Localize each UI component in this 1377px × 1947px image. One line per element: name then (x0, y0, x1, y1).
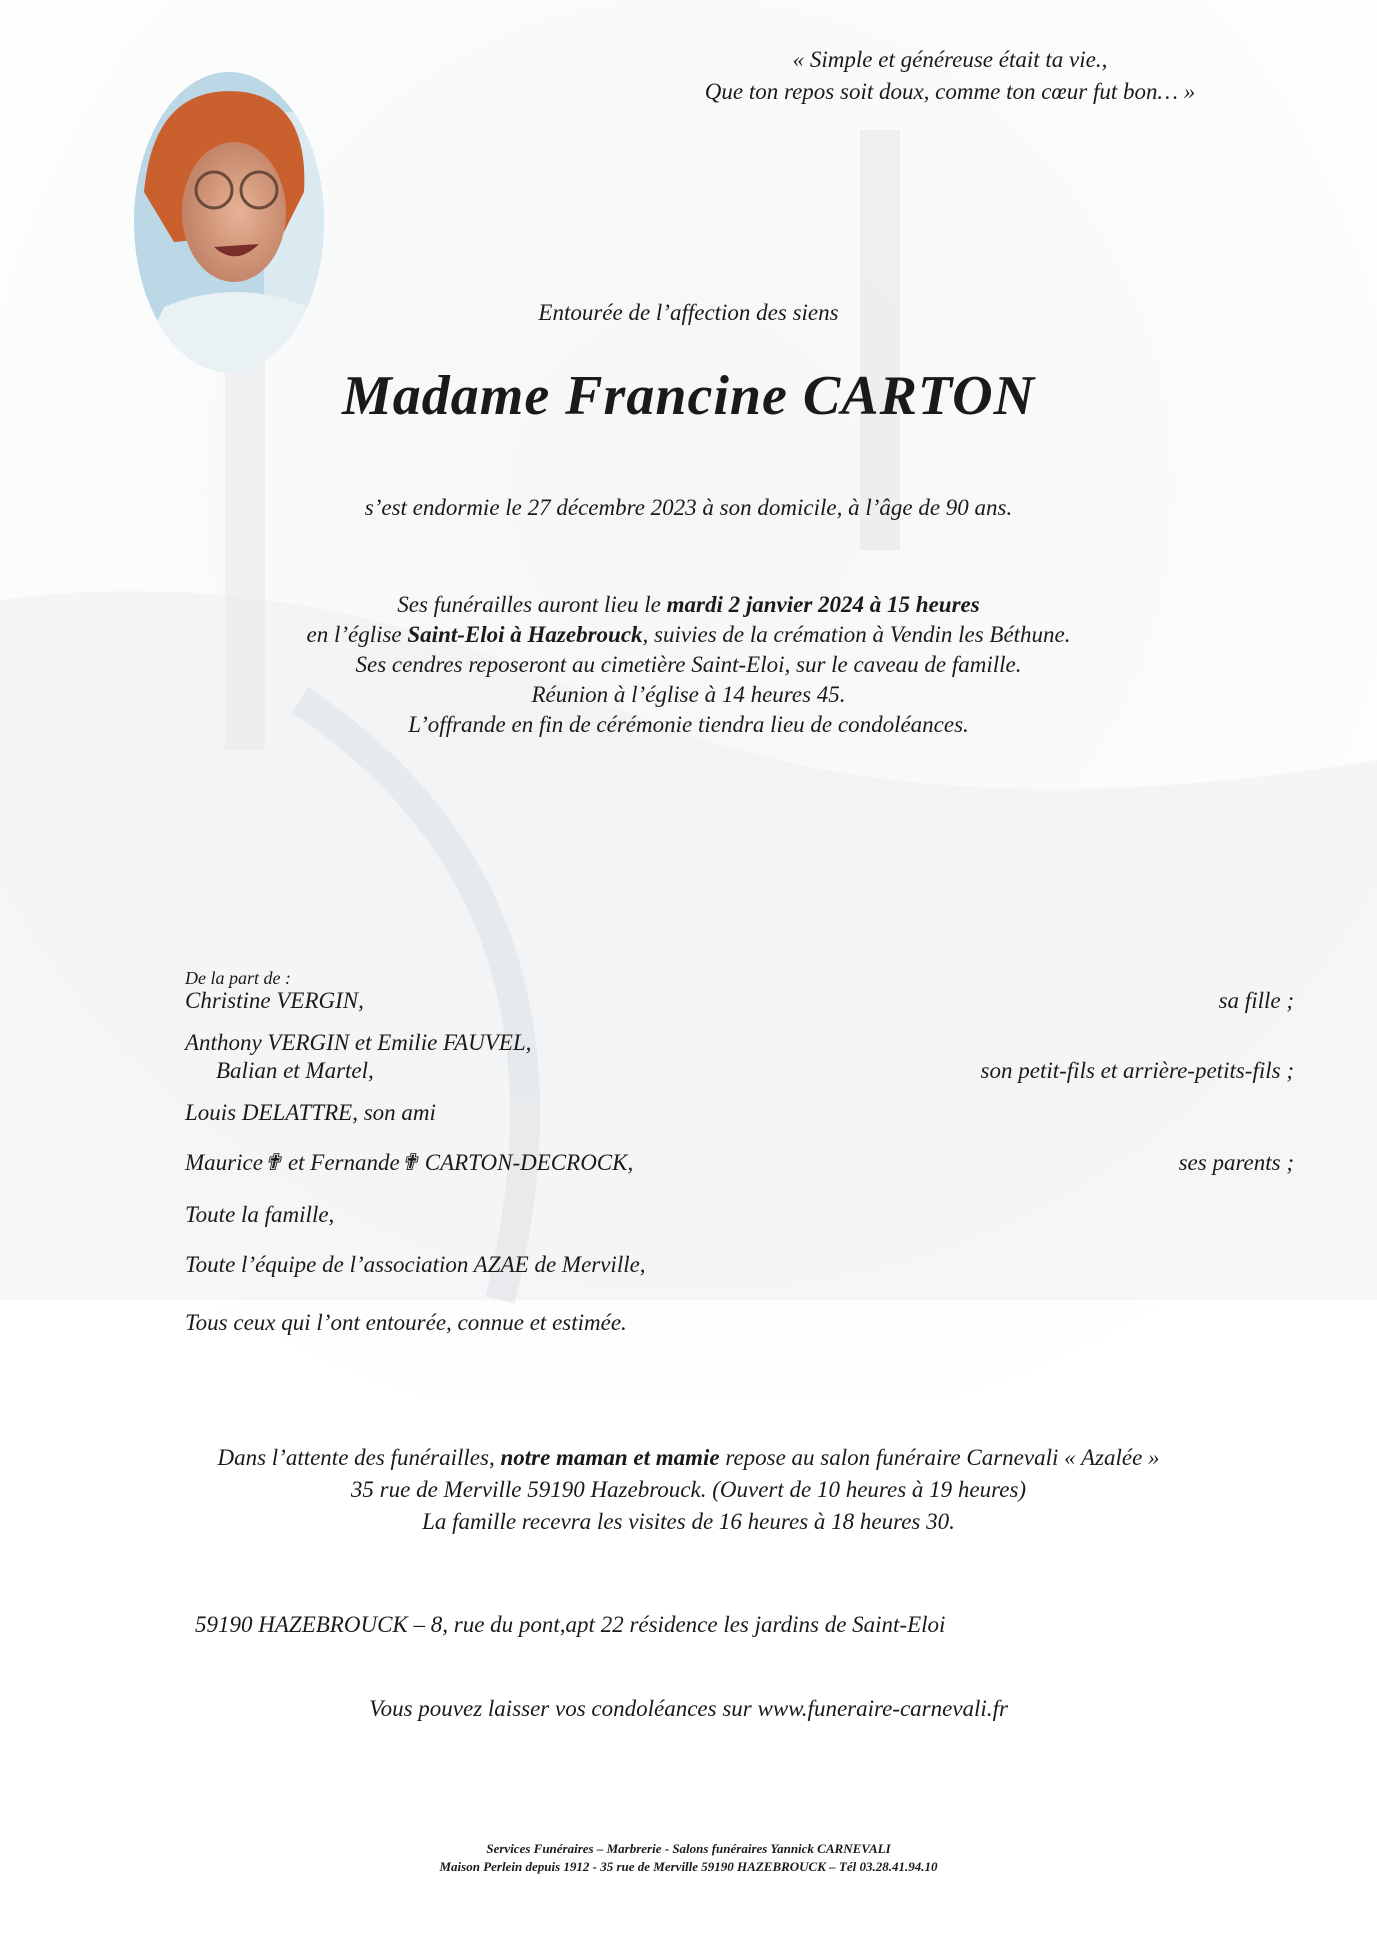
vigil-line-2: 35 rue de Merville 59190 Hazebrouck. (Ouvert de 10 heures à 19 heures) (350, 1477, 1027, 1502)
deceased-name: Madame Francine CARTON (341, 365, 1036, 427)
funeral-line-5: L’offrande en fin de cérémonie tiendra lieu de condoléances. (408, 712, 969, 737)
epitaph-quote (600, 44, 1300, 108)
epitaph-line-1: « Simple et généreuse était ta vie., (792, 47, 1108, 72)
vigil-line-1-text: Dans l’attente des funérailles, (217, 1445, 501, 1470)
footer (0, 1840, 1377, 1876)
intro-text: Entourée de l’affection des siens (538, 300, 839, 325)
home-address: 59190 HAZEBROUCK – 8, rue du pont,apt 22 résidence les jardins de Saint-Eloi (195, 1612, 946, 1637)
family-row-4-relation: ses parents ; (1178, 1150, 1294, 1175)
vigil-bold: notre maman et mamie (500, 1445, 720, 1470)
funeral-line-1 (0, 590, 1377, 620)
death-notice: s’est endormie le 27 décembre 2023 à son domicile, à l’âge de 90 ans. (364, 495, 1013, 520)
vigil-line-1-end: repose au salon funéraire Carnevali « Azalée » (719, 1445, 1160, 1470)
epitaph-line-2: Que ton repos soit doux, comme ton cœur fut bon… » (704, 79, 1196, 104)
family-row-5-name: Toute la famille, (185, 1202, 335, 1227)
family-row-3-name: Louis DELATTRE, son ami (185, 1100, 436, 1125)
family-row-1-relation: sa fille ; (1218, 988, 1294, 1013)
family-row-7-name: Tous ceux qui l’ont entourée, connue et estimée. (185, 1310, 627, 1335)
funeral-line-4: Réunion à l’église à 14 heures 45. (531, 682, 846, 707)
vigil-line-1 (0, 1442, 1377, 1474)
family-row-2-name-b: Balian et Martel, (216, 1058, 374, 1083)
funeral-line-2-end: , suivies de la crémation à Vendin les Béthune. (642, 622, 1071, 647)
funeral-line-2 (0, 620, 1377, 650)
funeral-details (0, 590, 1377, 740)
funeral-line-3: Ses cendres reposeront au cimetière Saint-Eloi, sur le caveau de famille. (355, 652, 1022, 677)
footer-line-2: Maison Perlein depuis 1912 - 35 rue de Merville 59190 HAZEBROUCK – Tél 03.28.41.94.10 (439, 1859, 938, 1874)
funeral-church: Saint-Eloi à Hazebrouck (407, 622, 643, 647)
family-row-6-name: Toute l’équipe de l’association AZAE de Merville, (185, 1252, 646, 1277)
online-condolences: Vous pouvez laisser vos condoléances sur www.funeraire-carnevali.fr (369, 1696, 1008, 1721)
funeral-line-1-text: Ses funérailles auront lieu le (397, 592, 667, 617)
family-row-4-name: Maurice✟ et Fernande✟ CARTON-DECROCK, (185, 1150, 634, 1175)
portrait-photo (134, 72, 324, 372)
family-row-1-name: Christine VERGIN, (185, 988, 364, 1013)
vigil-line-3: La famille recevra les visites de 16 heures à 18 heures 30. (422, 1509, 955, 1534)
from-label: De la part de : (185, 968, 291, 988)
funeral-date: mardi 2 janvier 2024 à 15 heures (666, 592, 980, 617)
funeral-line-2-text: en l’église (306, 622, 408, 647)
family-row-2-relation: son petit-fils et arrière-petits-fils ; (980, 1058, 1294, 1083)
vigil-details (0, 1442, 1377, 1538)
family-row-2-name-a: Anthony VERGIN et Emilie FAUVEL, (185, 1030, 532, 1055)
footer-line-1: Services Funéraires – Marbrerie - Salons funéraires Yannick CARNEVALI (486, 1841, 891, 1856)
